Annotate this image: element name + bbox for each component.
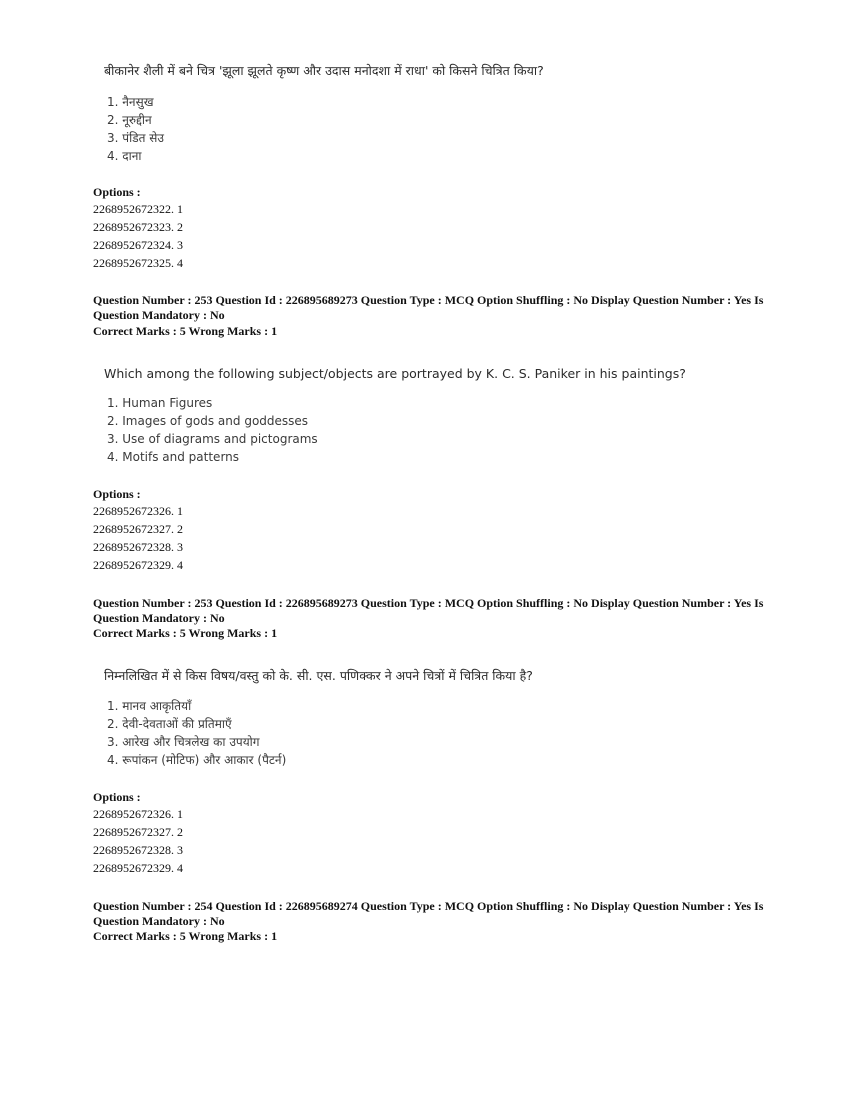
question-header: Question Number : 253 Question Id : 226895689273 Question Type : MCQ Option Shuffling : No Display Question Number : Yes Is xyxy=(93,596,764,610)
question-mandatory: Question Mandatory : No xyxy=(93,308,225,322)
option-id: 2268952672327. 2 xyxy=(93,522,183,536)
option-id: 2268952672329. 4 xyxy=(93,558,183,572)
option-id: 2268952672328. 3 xyxy=(93,540,183,554)
choice-item: 1. नैनसुख xyxy=(107,95,154,109)
question-mandatory: Question Mandatory : No xyxy=(93,611,225,625)
question-text: निम्नलिखित में से किस विषय/वस्तु को के. सी. एस. पणिक्कर ने अपने चित्रों में चित्रित किया है? xyxy=(104,668,533,683)
options-label: Options : xyxy=(93,790,141,804)
question-mandatory: Question Mandatory : No xyxy=(93,914,225,928)
choice-item: 3. पंडित सेउ xyxy=(107,131,164,145)
choice-item: 2. देवी-देवताओं की प्रतिमाएँ xyxy=(107,717,232,731)
option-id: 2268952672323. 2 xyxy=(93,220,183,234)
marks-line: Correct Marks : 5 Wrong Marks : 1 xyxy=(93,324,278,338)
option-id: 2268952672325. 4 xyxy=(93,256,183,270)
choice-item: 2. Images of gods and goddesses xyxy=(107,414,309,428)
choice-item: 3. Use of diagrams and pictograms xyxy=(107,432,318,446)
marks-line: Correct Marks : 5 Wrong Marks : 1 xyxy=(93,626,278,640)
option-id: 2268952672324. 3 xyxy=(93,238,183,252)
choice-item: 3. आरेख और चित्रलेख का उपयोग xyxy=(107,735,260,749)
question-text: बीकानेर शैली में बने चित्र 'झूला झूलते कृष्ण और उदास मनोदशा में राधा' को किसने चित्रित किया? xyxy=(104,63,544,78)
choice-item: 4. Motifs and patterns xyxy=(107,450,240,464)
choice-item: 4. दाना xyxy=(107,149,142,163)
question-header: Question Number : 254 Question Id : 226895689274 Question Type : MCQ Option Shuffling : No Display Question Number : Yes Is xyxy=(93,899,764,913)
choice-item: 1. मानव आकृतियाँ xyxy=(107,699,192,713)
options-label: Options : xyxy=(93,487,141,501)
choice-item: 2. नूरुद्दीन xyxy=(107,113,152,127)
question-header: Question Number : 253 Question Id : 226895689273 Question Type : MCQ Option Shuffling : No Display Question Number : Yes Is xyxy=(93,293,764,307)
option-id: 2268952672322. 1 xyxy=(93,202,183,216)
option-id: 2268952672326. 1 xyxy=(93,807,183,821)
options-label: Options : xyxy=(93,185,141,199)
choice-item: 4. रूपांकन (मोटिफ) और आकार (पैटर्न) xyxy=(107,753,287,767)
option-id: 2268952672329. 4 xyxy=(93,861,183,875)
choice-item: 1. Human Figures xyxy=(107,396,213,410)
option-id: 2268952672327. 2 xyxy=(93,825,183,839)
marks-line: Correct Marks : 5 Wrong Marks : 1 xyxy=(93,929,278,943)
option-id: 2268952672326. 1 xyxy=(93,504,183,518)
option-id: 2268952672328. 3 xyxy=(93,843,183,857)
question-text: Which among the following subject/objects are portrayed by K. C. S. Paniker in his paintings? xyxy=(104,366,686,381)
